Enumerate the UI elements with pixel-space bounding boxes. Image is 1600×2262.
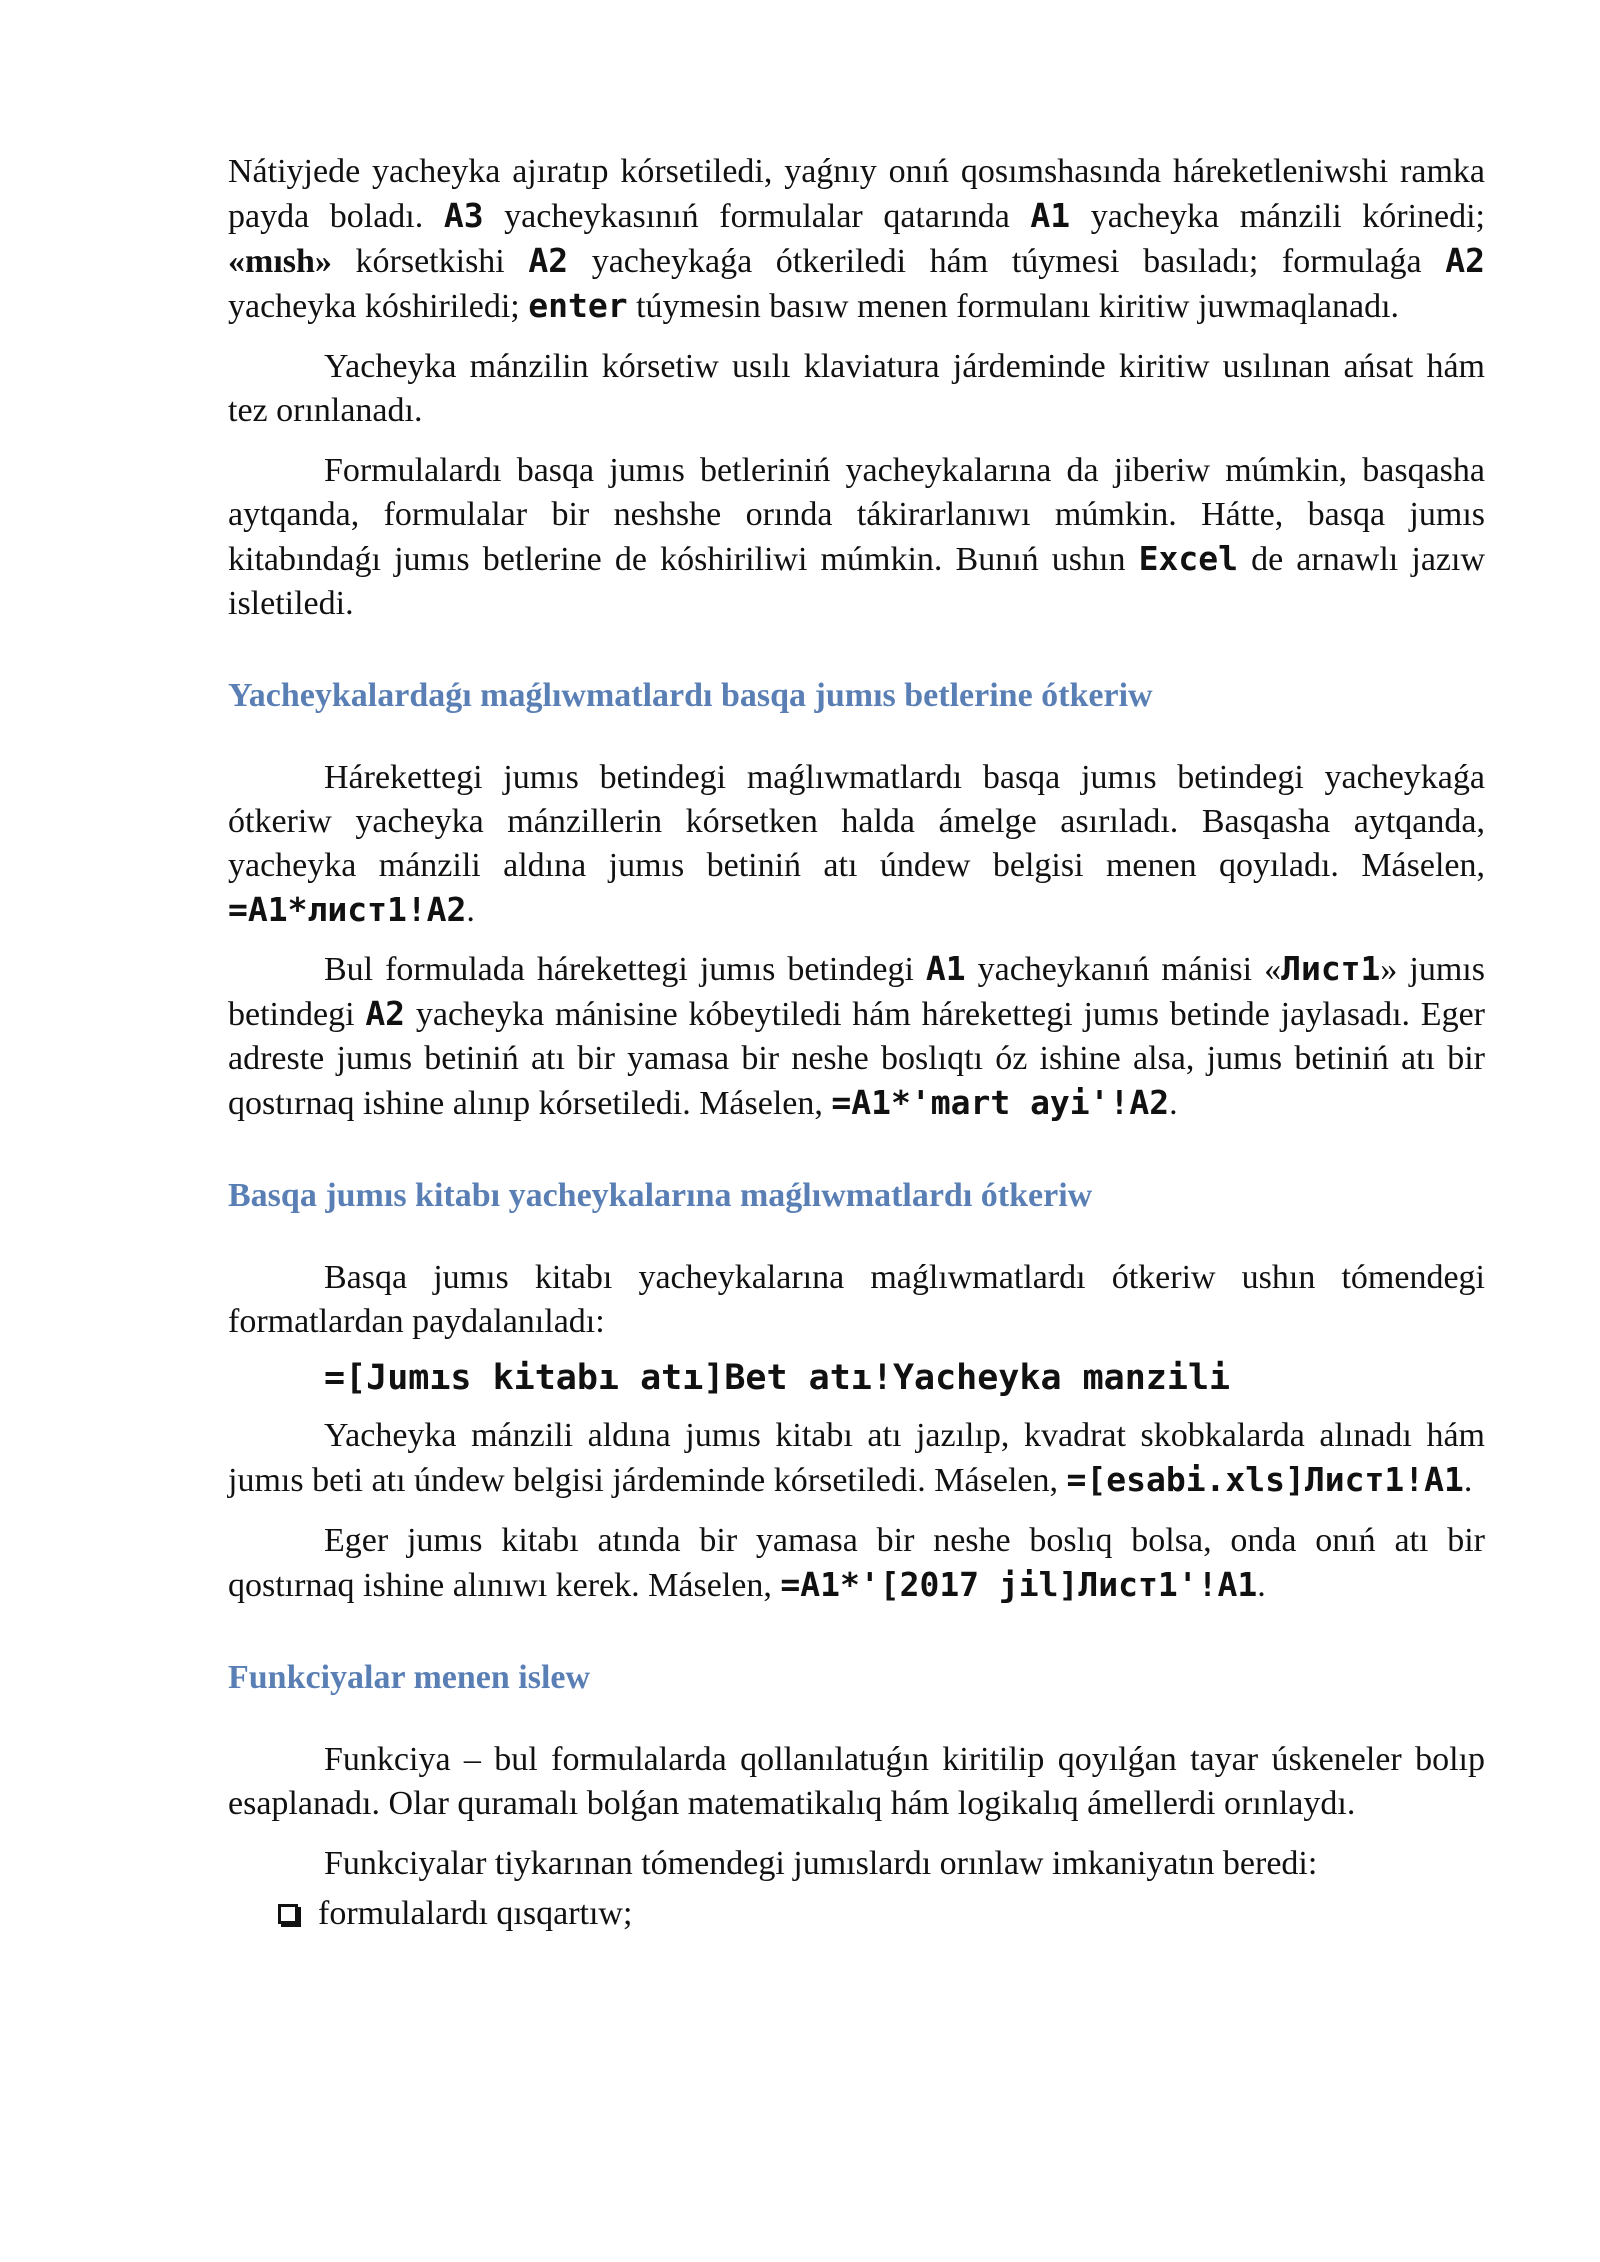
- code-cell-ref: A1: [1030, 196, 1071, 235]
- list-item-label: formulalardı qısqartıw;: [318, 1895, 633, 1932]
- checkbox-bullet-icon: [278, 1904, 298, 1924]
- text-run: Formulalardı basqa jumıs betleriniń yacheykalarına da jiberiw múmkin, basqasha aytqanda, formulalar bir neshshe orında tákirarlanıwı múmkin. Hátte, basqa jumıs kitabındaǵı jumıs betlerine de kóshiriliwi múmkin. Bunıń ushın: [228, 452, 1485, 578]
- code-cell-ref: A1: [925, 949, 966, 988]
- code-key-name: enter: [528, 286, 628, 325]
- text-run: yacheykasınıń formulalar qatarında: [483, 198, 1031, 235]
- text-run: túymesin basıw menen formulanı kiritiw juwmaqlanadı.: [627, 288, 1400, 325]
- text-run: yacheyka mánisine kóbeytiledi hám hárekettegi jumıs betinde jaylasadı. Eger adreste jumıs betiniń atı bir yamasa bir neshe boslıqtı óz ishine alsa, jumıs betiniń atı bir qostırnaq ishine alınıp kórsetiledi. Máselen,: [228, 996, 1485, 1122]
- paragraph-9: Funkciya – bul formulalarda qollanılatuǵın kiritilip qoyılǵan tayar úskeneler bolıp esaplanadı. Olar quramalı bolǵan matematikalıq hám logikalıq ámellerdi orınlaydı.: [228, 1741, 1485, 1822]
- text-run: .: [1169, 1085, 1178, 1122]
- bold-term: «mısh»: [228, 243, 332, 280]
- section-heading-3: Funkciyalar menen islew: [228, 1659, 591, 1696]
- text-run: Bul formulada hárekettegi jumıs betindegi: [324, 951, 926, 988]
- paragraph-10: Funkciyalar tiykarınan tómendegi jumıslardı orınlaw imkaniyatın beredi:: [324, 1845, 1318, 1882]
- text-run: yacheykanıń mánisi «: [965, 951, 1282, 988]
- paragraph-7: [228, 1414, 1485, 1503]
- code-cell-ref: A2: [528, 241, 569, 280]
- code-cell-ref: A2: [365, 994, 406, 1033]
- text-run: yacheyka kóshiriledi;: [228, 288, 529, 325]
- paragraph-3: [228, 449, 1485, 626]
- text-run: Hárekettegi jumıs betindegi maǵlıwmatlardı basqa jumıs betindegi yacheykaǵa ótkeriw yacheyka mánzillerin kórsetken halda ámelge asırıladı. Basqasha aytqanda, yacheyka mánzili aldına jumıs betiniń atı úndew belgisi menen qoyıladı. Máselen,: [228, 759, 1485, 884]
- paragraph-1: [228, 150, 1485, 329]
- section-heading-1: Yacheykalardaǵı maǵlıwmatlardı basqa jumıs betlerine ótkeriw: [228, 677, 1153, 714]
- code-app-name: Excel: [1138, 539, 1238, 578]
- code-cell-ref: A3: [443, 196, 484, 235]
- text-run: yacheykaǵa ótkeriledi hám túymesi basıladı; formulaǵa: [568, 243, 1446, 280]
- text-run: » jumıs betindegi: [228, 951, 1485, 1033]
- text-run: Eger jumıs kitabı atında bir yamasa bir neshe boslıq bolsa, onda onıń atı bir qostırnaq ishine alınıwı kerek. Máselen,: [228, 1522, 1485, 1604]
- text-run: kórsetkishi: [331, 243, 529, 280]
- code-formula: =A1*лист1!A2: [228, 890, 467, 929]
- paragraph-6: Basqa jumıs kitabı yacheykalarına maǵlıwmatlardı ótkeriw ushın tómendegi formatlardan paydalanıladı:: [228, 1259, 1485, 1340]
- text-run: .: [1257, 1567, 1266, 1604]
- code-sheet-name: Лист1: [1281, 949, 1381, 988]
- code-formula: =A1*'[2017 jil]Лист1'!A1: [780, 1565, 1258, 1604]
- code-cell-ref: A2: [1445, 241, 1485, 280]
- paragraph-2: Yacheyka mánzilin kórsetiw usılı klaviatura járdeminde kiritiw usılınan ańsat hám tez orınlanadı.: [228, 348, 1485, 429]
- code-formula: =A1*'mart ayi'!A2: [831, 1083, 1170, 1122]
- section-heading-2: Basqa jumıs kitabı yacheykalarına maǵlıwmatlardı ótkeriw: [228, 1177, 1093, 1214]
- text-run: Yacheyka mánzili aldına jumıs kitabı atı jazılıp, kvadrat skobkalarda alınadı hám jumıs beti atı úndew belgisi járdeminde kórsetiledi. Máselen,: [228, 1417, 1485, 1499]
- text-run: .: [1463, 1462, 1473, 1499]
- text-run: Nátiyjede yacheyka ajıratıp kórsetiledi, yaǵnıy onıń qosımshasında háreketleniwshi ramka payda boladı.: [228, 153, 1485, 235]
- paragraph-8: [228, 1519, 1485, 1608]
- list-item: [228, 1892, 1485, 1936]
- text-run: yacheyka mánzili kórinedi;: [1070, 198, 1485, 235]
- code-formula: =[esabi.xls]Лист1!A1: [1066, 1460, 1464, 1499]
- paragraph-5: [228, 947, 1485, 1126]
- text-run: de arnawlı jazıw isletiledi.: [228, 541, 1485, 622]
- text-run: .: [466, 892, 475, 929]
- formula-format-line: =[Jumıs kitabı atı]Bet atı!Yacheyka manzili: [324, 1358, 1231, 1398]
- paragraph-4: [228, 756, 1485, 933]
